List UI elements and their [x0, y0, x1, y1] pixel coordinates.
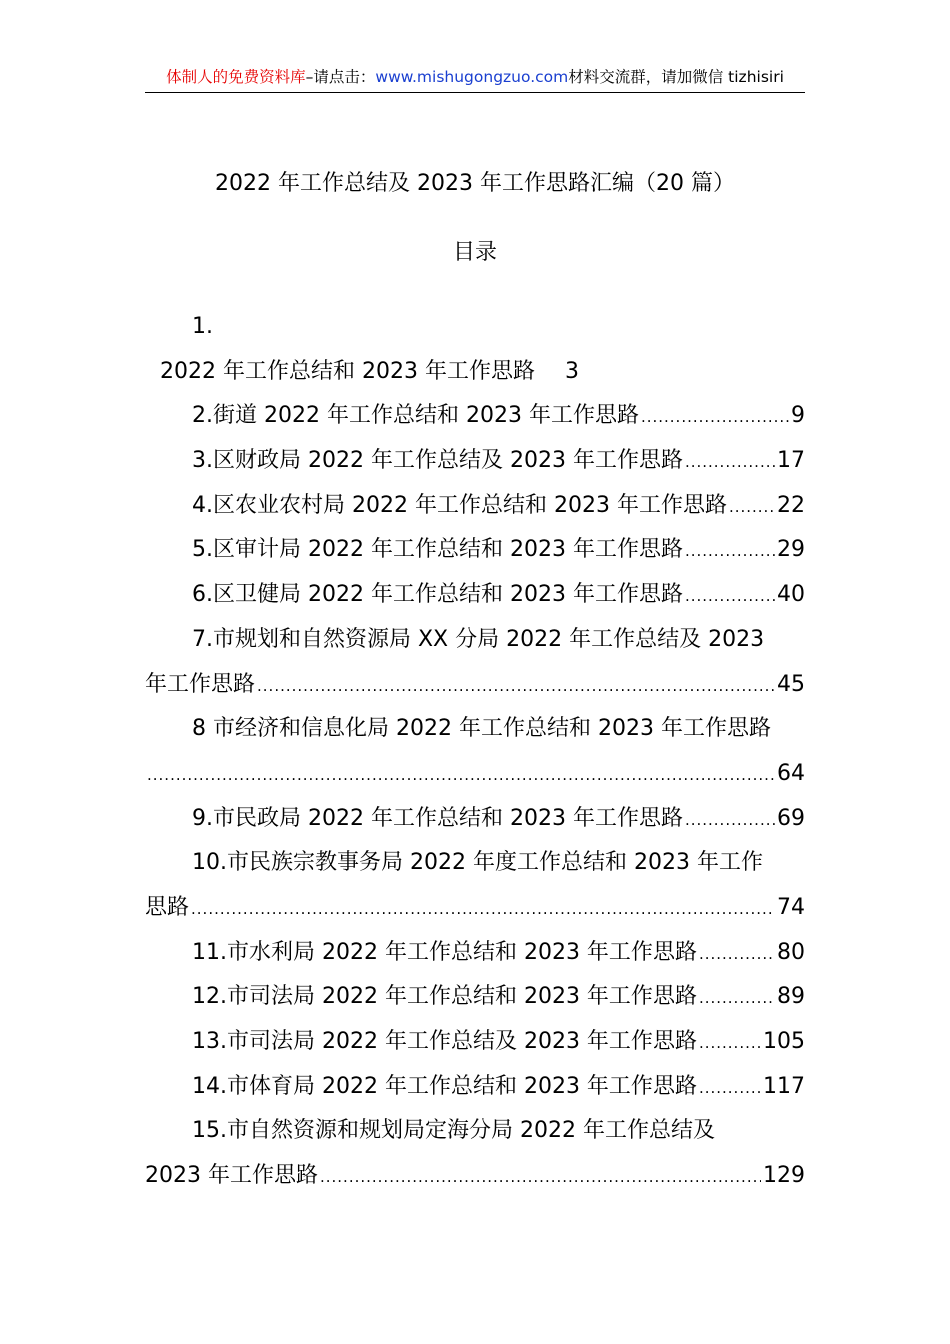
toc-entry-text: 3.区财政局 2022 年工作总结及 2023 年工作思路 — [192, 448, 683, 474]
toc-entry-page: 64 — [777, 760, 805, 786]
toc-entry-page: 40 — [777, 582, 805, 608]
page-header — [145, 66, 805, 93]
toc-entry-page: 3 — [564, 358, 579, 384]
toc-entry-page: 29 — [777, 537, 805, 563]
toc-entry-page: 74 — [777, 894, 805, 920]
toc-entry-9[interactable] — [145, 797, 805, 842]
toc-entry-3[interactable] — [145, 439, 805, 484]
document-title: 2022 年工作总结及 2023 年工作思路汇编（20 篇） — [215, 171, 735, 196]
toc-entry-text: 4.区农业农村局 2022 年工作总结和 2023 年工作思路 — [192, 492, 727, 518]
toc-entry-page: 17 — [777, 448, 805, 474]
toc-entry-text: 11.市水利局 2022 年工作总结和 2023 年工作思路 — [192, 939, 697, 965]
toc-entry-page: 129 — [763, 1163, 805, 1189]
toc-entry-8[interactable] — [145, 707, 805, 752]
toc-entry-page: 45 — [777, 671, 805, 697]
table-of-contents — [145, 305, 805, 1199]
toc-entry-page: 22 — [777, 492, 805, 518]
toc-entry-text: 思路 — [145, 894, 190, 920]
toc-entry-text: 年工作思路 — [145, 671, 256, 697]
toc-entry-text: 14.市体育局 2022 年工作总结和 2023 年工作思路 — [192, 1073, 697, 1099]
toc-entry-10[interactable] — [145, 841, 805, 886]
toc-entry-15-cont[interactable] — [145, 1154, 805, 1199]
toc-heading: 目录 — [452, 240, 497, 265]
toc-entry-page: 9 — [791, 403, 805, 429]
toc-entry-13[interactable] — [145, 1020, 805, 1065]
toc-entry-text: 7.市规划和自然资源局 XX 分局 2022 年工作总结及 2023 — [192, 626, 765, 652]
toc-entry-4[interactable] — [145, 484, 805, 529]
toc-entry-7-cont[interactable] — [145, 663, 805, 708]
toc-entry-text: 6.区卫健局 2022 年工作总结和 2023 年工作思路 — [192, 582, 683, 608]
toc-entry-text: 9.市民政局 2022 年工作总结和 2023 年工作思路 — [192, 805, 683, 831]
toc-entry-1[interactable] — [145, 350, 805, 395]
toc-entry-14[interactable] — [145, 1065, 805, 1110]
toc-entry-11[interactable] — [145, 931, 805, 976]
toc-entry-text: 2.街道 2022 年工作总结和 2023 年工作思路 — [192, 403, 639, 429]
toc-entry-page: 117 — [763, 1073, 805, 1099]
toc-entry-15[interactable] — [145, 1109, 805, 1154]
toc-entry-text: 8 市经济和信息化局 2022 年工作总结和 2023 年工作思路 — [192, 716, 771, 742]
toc-entry-text: 12.市司法局 2022 年工作总结和 2023 年工作思路 — [192, 984, 697, 1010]
toc-entry-page: 105 — [763, 1029, 805, 1054]
toc-entry-2[interactable] — [145, 394, 805, 439]
toc-entry-text: 13.市司法局 2022 年工作总结及 2023 年工作思路 — [192, 1029, 697, 1054]
toc-entry-text: 2022 年工作总结和 2023 年工作思路 — [160, 358, 535, 384]
toc-entry-6[interactable] — [145, 573, 805, 618]
header-brand: 体制人的免费资料库 — [166, 68, 306, 86]
toc-entry-10-cont[interactable] — [145, 886, 805, 931]
header-prompt: –请点击： — [305, 68, 376, 86]
toc-entry-page: 89 — [777, 984, 805, 1010]
toc-entry-text: 2023 年工作思路 — [145, 1163, 318, 1189]
toc-entry-text: 5.区审计局 2022 年工作总结和 2023 年工作思路 — [192, 537, 683, 563]
toc-entry-page: 69 — [777, 805, 805, 831]
toc-entry-8-cont[interactable] — [145, 752, 805, 797]
toc-entry-text: 10.市民族宗教事务局 2022 年度工作总结和 2023 年工作 — [192, 850, 763, 876]
toc-entry-1-number[interactable]: 1. — [192, 314, 213, 339]
toc-entry-text: 15.市自然资源和规划局定海分局 2022 年工作总结及 — [192, 1118, 715, 1144]
header-url-link[interactable]: www.mishugongzuo.com — [375, 68, 569, 86]
header-tail: 材料交流群，请加微信 tizhisiri — [568, 68, 784, 86]
toc-entry-7[interactable] — [145, 618, 805, 663]
toc-entry-12[interactable] — [145, 975, 805, 1020]
toc-entry-5[interactable] — [145, 528, 805, 573]
toc-entry-page: 80 — [777, 939, 805, 965]
